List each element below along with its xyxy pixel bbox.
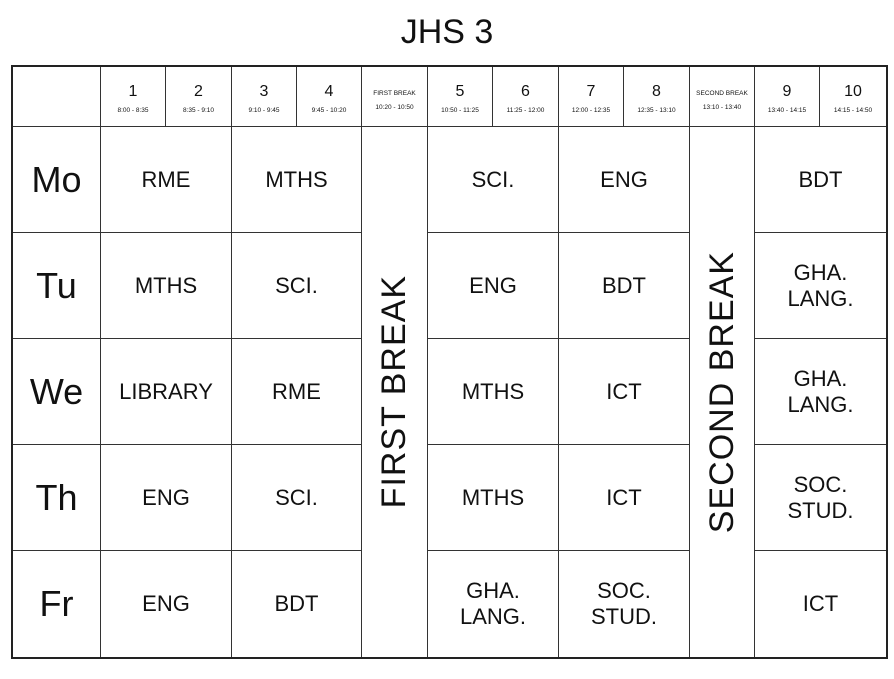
first-break-header-time: 10:20 - 10:50: [375, 103, 414, 111]
second-break-column: [690, 127, 755, 657]
first-break-header: [362, 67, 428, 127]
period-header-5: [428, 67, 493, 127]
lesson-cell: ENG: [101, 551, 232, 657]
lesson-cell: MTHS: [232, 127, 362, 233]
timetable-grid: [11, 65, 888, 659]
second-break-label: SECOND BREAK: [702, 250, 741, 534]
lesson-cell: GHA. LANG.: [428, 551, 559, 657]
period-header-2: [166, 67, 232, 127]
lesson-cell: ICT: [559, 445, 690, 551]
first-break-column: [362, 127, 428, 657]
lesson-cell: MTHS: [101, 233, 232, 339]
period-number: 1: [128, 82, 138, 100]
lesson-cell: GHA. LANG.: [755, 339, 886, 445]
lesson-cell: SOC. STUD.: [755, 445, 886, 551]
first-break-label: FIRST BREAK: [375, 275, 413, 509]
second-break-header: [690, 67, 755, 127]
lesson-cell: SCI.: [232, 445, 362, 551]
lesson-cell: RME: [232, 339, 362, 445]
period-header-7: [559, 67, 624, 127]
period-header-3: [232, 67, 297, 127]
day-label: We: [13, 339, 101, 445]
lesson-cell: GHA. LANG.: [755, 233, 886, 339]
lesson-cell: ENG: [101, 445, 232, 551]
lesson-cell: BDT: [232, 551, 362, 657]
period-number: 7: [586, 82, 596, 100]
period-header-4: [297, 67, 362, 127]
day-label: Th: [13, 445, 101, 551]
period-number: 2: [194, 82, 203, 100]
lesson-cell: ENG: [428, 233, 559, 339]
day-label: Mo: [13, 127, 101, 233]
lesson-cell: ENG: [559, 127, 690, 233]
period-number: 8: [652, 82, 661, 100]
period-time: 9:10 - 9:45: [248, 106, 280, 114]
lesson-cell: BDT: [755, 127, 886, 233]
lesson-cell: ICT: [559, 339, 690, 445]
period-time: 8:35 - 9:10: [182, 106, 215, 114]
lesson-cell: MTHS: [428, 339, 559, 445]
period-time: 13:40 - 14:15: [767, 106, 807, 114]
day-label: Tu: [13, 233, 101, 339]
first-break-header-label: FIRST BREAK: [373, 89, 416, 97]
period-time: 12:00 - 12:35: [571, 106, 611, 114]
period-time: 12:35 - 13:10: [637, 106, 676, 114]
period-number: 10: [844, 82, 862, 100]
period-time: 11:25 - 12:00: [506, 106, 545, 114]
period-header-8: [624, 67, 690, 127]
period-time: 8:00 - 8:35: [117, 106, 149, 114]
lesson-cell: SCI.: [428, 127, 559, 233]
period-time: 14:15 - 14:50: [833, 106, 873, 114]
period-header-6: [493, 67, 559, 127]
period-number: 5: [455, 82, 465, 100]
period-time: 9:45 - 10:20: [311, 106, 347, 114]
lesson-cell: MTHS: [428, 445, 559, 551]
second-break-header-label: SECOND BREAK: [696, 89, 748, 97]
lesson-cell: ICT: [802, 591, 839, 616]
lesson-cell: SCI.: [232, 233, 362, 339]
period-number: 3: [259, 82, 269, 100]
period-number: 4: [324, 82, 334, 100]
period-header-9: [755, 67, 820, 127]
period-number: 6: [521, 82, 530, 100]
period-header-10: [820, 67, 886, 127]
period-header-1: [101, 67, 166, 127]
period-time: 10:50 - 11:25: [441, 106, 479, 114]
second-break-header-time: 13:10 - 13:40: [702, 103, 742, 111]
period-number: 9: [782, 82, 792, 100]
corner-cell: [13, 67, 101, 127]
lesson-cell: LIBRARY: [101, 339, 232, 445]
lesson-cell: BDT: [559, 233, 690, 339]
lesson-cell: SOC. STUD.: [559, 551, 690, 657]
day-label: Fr: [13, 551, 101, 657]
timetable-title: JHS 3: [400, 13, 494, 51]
lesson-cell: RME: [101, 127, 232, 233]
